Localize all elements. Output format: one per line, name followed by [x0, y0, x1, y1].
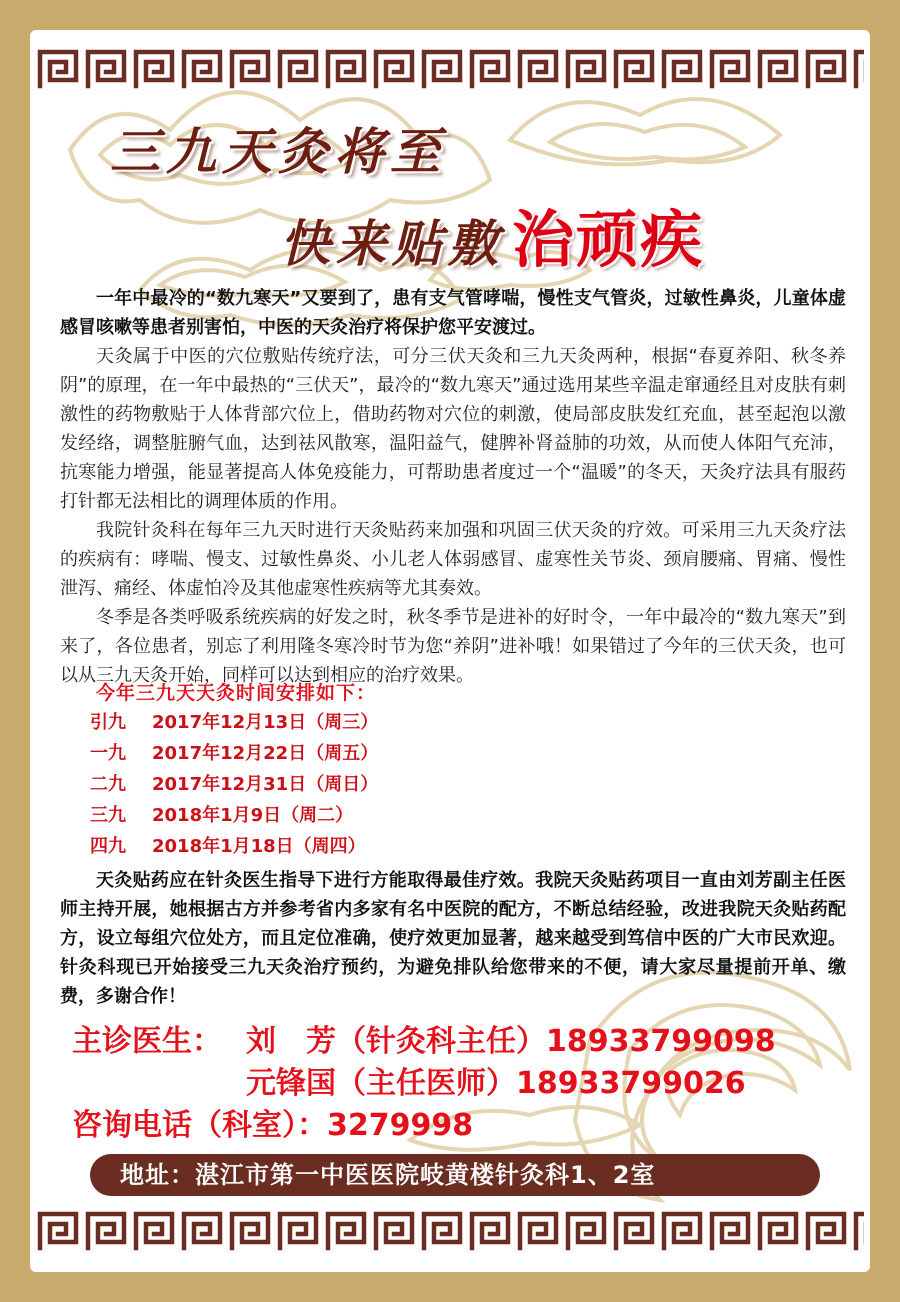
doctor-name: 刘 芳（针灸科主任） [246, 1024, 546, 1059]
schedule-title: 今年三九天天灸时间安排如下： [96, 682, 377, 704]
consult-row [72, 1100, 473, 1144]
poster [30, 30, 870, 1272]
headline-line2-text: 快来贴敷 [280, 214, 504, 273]
schedule-item [90, 708, 378, 739]
top-meander-border [36, 48, 864, 90]
bottom-meander-border [36, 1210, 864, 1252]
headline-line2 [280, 190, 704, 279]
schedule-item [90, 801, 378, 832]
doctor-label: 主诊医生： [72, 1024, 222, 1059]
doctor-phone[interactable]: 18933799026 [516, 1066, 746, 1101]
schedule-item-date: 2017年12月31日（周日） [152, 774, 379, 795]
indications-paragraph: 我院针灸科在每年三九天时进行天灸贴药来加强和巩固三伏天灸的疗效。可采用三九天灸疗法的疾病有：哮喘、慢支、过敏性鼻炎、小儿老人体弱感冒、虚寒性关节炎、颈肩腰痛、胃痛、慢性泄泻、痛经、体虚怕冷及其他虚寒性疾病等尤其奏效。 [60, 520, 846, 599]
doctor-row-2 [72, 1058, 746, 1102]
schedule-list [90, 708, 378, 863]
schedule-item-name: 三九 [90, 805, 126, 826]
headline-highlight: 治顽疾 [512, 203, 705, 276]
consult-label: 咨询电话（科室）： [72, 1108, 327, 1143]
schedule-item-date: 2018年1月18日（周四） [152, 836, 366, 857]
schedule-item-name: 引九 [90, 712, 126, 733]
schedule-item-date: 2017年12月22日（周五） [152, 743, 379, 764]
doctor-row-1 [72, 1016, 776, 1060]
schedule-item-name: 一九 [90, 743, 126, 764]
schedule-item [90, 770, 378, 801]
headline-line1: 三九天灸将至 [110, 122, 446, 181]
winter-paragraph: 冬季是各类呼吸系统疾病的好发之时，秋冬季节是进补的好时令，一年中最冷的“数九寒天”到来了，各位患者，别忘了利用隆冬寒冷时节为您“养阴”进补哦！如果错过了今年的三伏天灸，也可以从三九天灸开始，同样可以达到相应的治疗效果。 [60, 607, 846, 686]
intro-paragraph: 一年中最冷的“数九寒天”又要到了，患有支气管哮喘，慢性支气管炎，过敏性鼻炎，儿童体虚感冒咳嗽等患者别害怕，中医的天灸治疗将保护您平安渡过。 [60, 288, 846, 338]
description-paragraph: 天灸属于中医的穴位敷贴传统疗法，可分三伏天灸和三九天灸两种，根据“春夏养阳、秋冬养阴”的原理，在一年中最热的“三伏天”，最冷的“数九寒天”通过选用某些辛温走窜通经且对皮肤有刺激性的药物敷贴于人体背部穴位上，借助药物对穴位的刺激，使局部皮肤发红充血，甚至起泡以激发经络，调整脏腑气血，达到祛风散寒，温阳益气，健脾补肾益肺的功效，从而使人体阳气充沛，抗寒能力增强，能显著提高人体免疫能力，可帮助患者度过一个“温暖”的冬天，天灸疗法具有服药打针都无法相比的调理体质的作用。 [60, 346, 846, 512]
doctor-name: 元锋国（主任医师） [246, 1066, 516, 1101]
schedule-item-date: 2018年1月9日（周二） [152, 805, 354, 826]
consult-phone[interactable]: 3279998 [327, 1108, 474, 1143]
schedule-item [90, 832, 378, 863]
schedule-item-date: 2017年12月13日（周三） [152, 712, 379, 733]
doctor-phone[interactable]: 18933799098 [546, 1024, 776, 1059]
schedule-item-name: 二九 [90, 774, 126, 795]
schedule-item [90, 739, 378, 770]
schedule-item-name: 四九 [90, 836, 126, 857]
address-bar: 地址：湛江市第一中医医院岐黄楼针灸科1、2室 [90, 1154, 820, 1196]
closing-paragraph: 天灸贴药应在针灸医生指导下进行方能取得最佳疗效。我院天灸贴药项目一直由刘芳副主任医师主持开展，她根据古方并参考省内多家有名中医院的配方，不断总结经验，改进我院天灸贴药配方，设立每组穴位处方，而且定位准确，使疗效更加显著，越来越受到笃信中医的广大市民欢迎。针灸科现已开始接受三九天灸治疗预约，为避免排队给您带来的不便，请大家尽量提前开单、缴费，多谢合作！ [60, 870, 846, 1007]
